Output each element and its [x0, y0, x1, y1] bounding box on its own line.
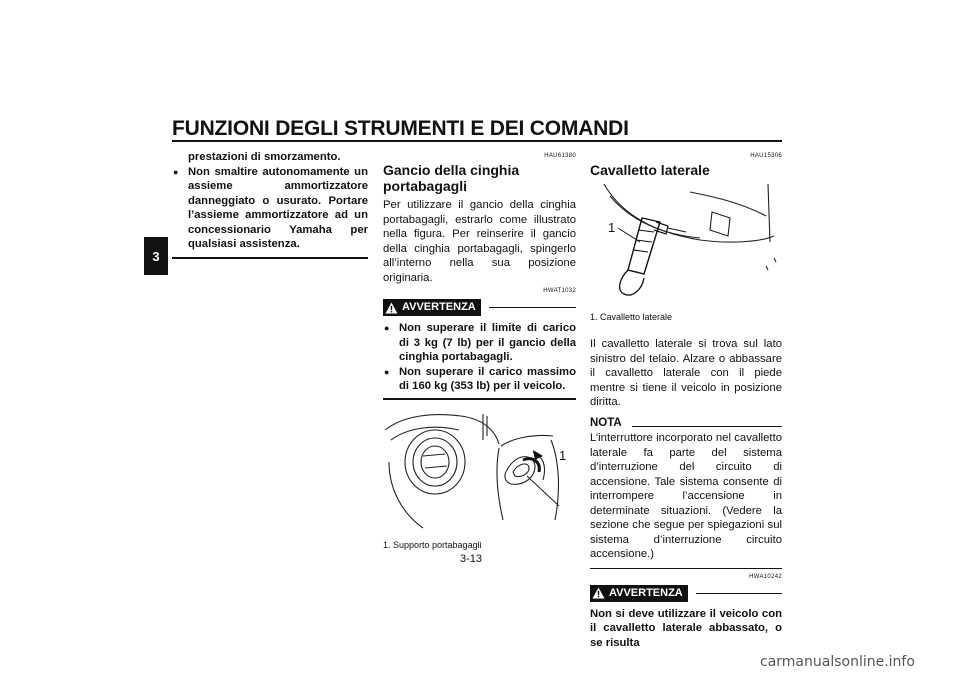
watermark: carmanualsonline.info [760, 654, 915, 670]
note-end-rule [590, 568, 782, 569]
sidestand-body: Il cavalletto laterale si trova sul lato sinistro del telaio. Alzare o abbassare il cavalletto laterale con il piede mentre si tiene il veicolo in posizione diritta. [590, 338, 782, 408]
warning-label: AVVERTENZA [609, 586, 683, 599]
warning-code: HWAT1032 [543, 288, 576, 294]
column-3 [590, 152, 782, 650]
figure-caption: 1. Supporto portabagagli [383, 539, 482, 550]
warning-item-max-load: ● Non superare il carico massimo di 160 kg (353 lb) per il veicolo. [383, 365, 576, 394]
warning-triangle-icon [385, 302, 398, 314]
figure-callout-number: 1 [608, 220, 616, 235]
warning-label-box [383, 299, 481, 316]
section-code: HAU15306 [750, 153, 782, 159]
warning-code: HWA10242 [749, 573, 782, 580]
warning-label: AVVERTENZA [402, 301, 476, 314]
page-number: 3-13 [460, 553, 483, 565]
warning-end-rule [383, 398, 576, 400]
sidestand-warning-text: Non si deve utilizzare il veicolo con il cavalletto laterale abbassato, o se risulta [590, 607, 782, 649]
warning-label-box [590, 585, 688, 602]
note-text: L’interruttore incorporato nel cavalletto laterale fa parte del sistema d’interruzione del circuito di accensione. Tale sistema consente di interrompere l’accensione in determinate situazioni. (Vedere la sezione che segue per spiegazioni sul sistema d’interruzione circuito accensione.) [590, 432, 782, 560]
shock-absorber-lead-text: prestazioni di smorzamento. [188, 151, 341, 163]
warning-header [590, 585, 782, 602]
sidestand-figure [590, 182, 782, 304]
section-body: Per utilizzare il gancio della cinghia portabagagli, estrarlo come illustrato nella figura. Per reinserire il gancio della cinghia portabagagli, spingerlo all’interno nella sua posizione originaria. [383, 199, 576, 284]
note-header [590, 416, 782, 431]
note-header-rule [632, 426, 782, 427]
warning-header-rule [696, 593, 782, 594]
column-2 [383, 152, 576, 551]
section-title: Gancio della cinghia portabagagli [383, 162, 520, 194]
shock-absorber-disposal-warning: ● Non smaltire autonomamente un assieme ammortizzatore danneggiato o usurato. Portare l’assieme ammortizzatore ad un concessionario Yamaha per qualsiasi assistenza. [172, 165, 368, 252]
warning-item-load-limit: ● Non superare il limite di carico di 3 kg (7 lb) per il gancio della cinghia portabagagli. [383, 321, 576, 365]
warning-header [383, 299, 576, 316]
luggage-hook-figure [383, 410, 576, 538]
warning-triangle-icon [592, 587, 605, 599]
section-title: Cavalletto laterale [590, 162, 710, 178]
section-code: HAU61380 [544, 153, 576, 159]
warning-end-rule [172, 257, 368, 259]
figure-caption: 1. Cavalletto laterale [590, 312, 673, 322]
note-label: NOTA [590, 416, 622, 429]
figure-callout-number: 1 [559, 448, 567, 463]
column-1 [172, 150, 368, 259]
page-title: FUNZIONI DEGLI STRUMENTI E DEI COMANDI [172, 117, 629, 140]
header-rule [172, 140, 782, 142]
warning-header-rule [489, 307, 576, 308]
chapter-tab: 3 [144, 237, 168, 275]
